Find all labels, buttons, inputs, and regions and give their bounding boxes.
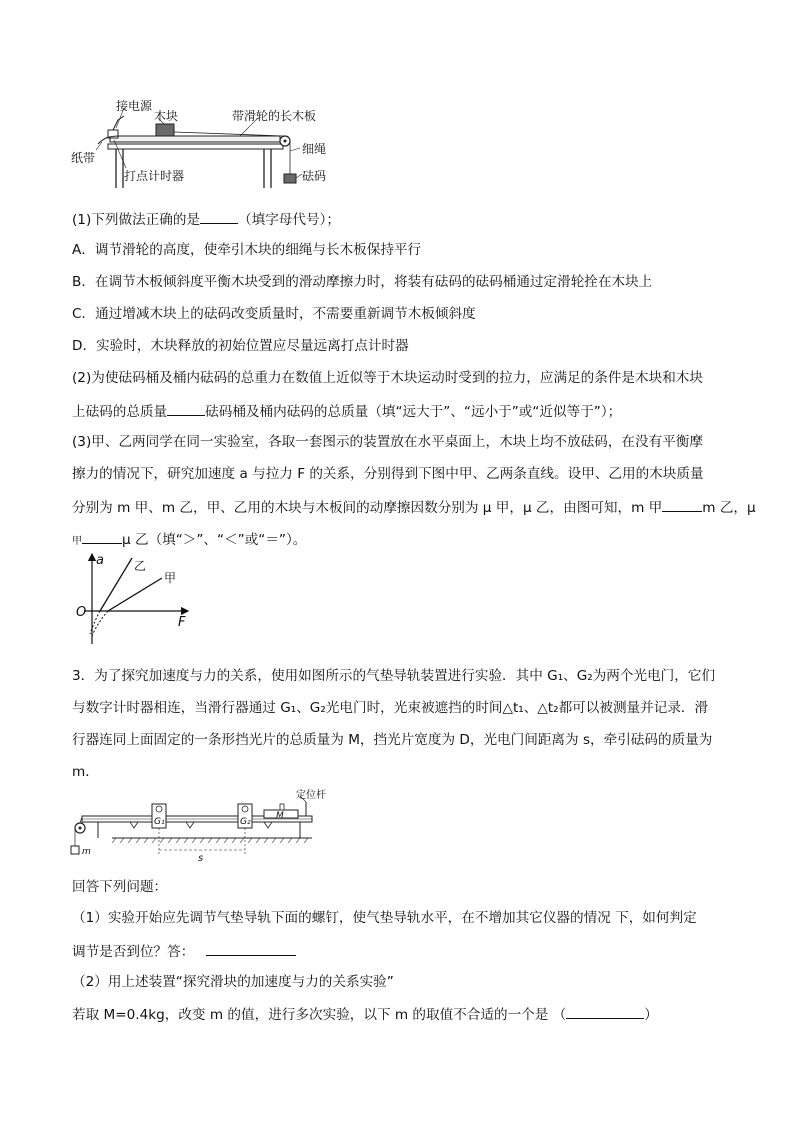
label-g2: G₂ [240,817,251,827]
question-3-line-4: 甲 μ 乙（填“＞”、“＜”或“＝”）。 [72,529,306,551]
origin-label: O [76,605,87,620]
question-2-line-1: (2)为使砝码桶及桶内砝码的总重力在数值上近似等于木块运动时受到的拉力，应满足的条件是木块和木块 [72,370,703,386]
answer-q1-line-2: 调节是否到位？答： [72,941,296,961]
answer-blank-5[interactable] [566,1004,644,1019]
label-tape: 纸带 [71,151,96,165]
question-3-line-2: 擦力的情况下，研究加速度 a 与拉力 F 的关系，分别得到下图中甲、乙两条直线。设甲、乙用的木块质量 [72,466,704,482]
answer-q2-line-2: 若取 M=0.4kg，改变 m 的值，进行多次实验，以下 m 的取值不合适的一个是 （ ） [72,1004,658,1024]
apparatus-figure [68,96,338,192]
line-yi-label: 乙 [134,559,147,573]
answer-blank-3a[interactable] [662,497,702,512]
label-board: 带滑轮的长木板 [232,109,317,123]
option-a: A．调节滑轮的高度，使牵引木块的细绳与长木板保持平行 [72,242,422,258]
a-f-graph [70,548,200,646]
option-b: B．在调节木板倾斜度平衡木块受到的滑动摩擦力时，将装有砝码的砝码桶通过定滑轮拴在木块上 [72,274,653,290]
answer-blank-2[interactable] [167,401,205,416]
air-track-figure [68,788,328,864]
line-yi [100,558,132,611]
axis-a-label: a [96,553,104,568]
label-slider-mass: M [276,811,284,821]
question-1: (1)下列做法正确的是 （填字母代号）； [72,209,340,229]
answer-q1-line-1: （1）实验开始应先调节气垫导轨下面的螺钉，使气垫导轨水平，在不增加其它仪器的情况 下，如何判定 [72,910,697,926]
option-c: C．通过增减木块上的砝码改变质量时，不需要重新调节木板倾斜度 [72,306,476,322]
axis-f-label: F [178,615,186,630]
option-d: D．实验时，木块释放的初始位置应尽量远离打点计时器 [72,338,409,354]
label-distance: s [198,853,204,864]
label-weight-mass: m [82,847,91,857]
label-rope: 细绳 [302,142,327,156]
problem-3-line-4: m． [72,764,99,780]
label-block: 木块 [154,109,179,123]
question-3-line-3: 分别为 m 甲、m 乙，甲、乙用的木块与木板间的动摩擦因数分别为 μ 甲，μ 乙，由图可知，m 甲 m 乙，μ [72,497,756,517]
label-weight: 砝码 [302,169,327,183]
label-power: 接电源 [116,99,153,113]
label-g1: G₁ [154,817,165,827]
answer-blank-1[interactable] [200,209,238,224]
problem-3-line-2: 与数字计时器相连，当滑行器通过 G₁、G₂光电门时，光束被遮挡的时间△t₁、△t₂都可以被测量并记录．滑 [72,700,709,716]
line-jia-label: 甲 [164,571,177,585]
answer-q2-line: （2）用上述装置“探究滑块的加速度与力的关系实验” [72,974,394,990]
line-jia [108,578,162,611]
answer-blank-4[interactable] [206,941,296,956]
problem-3-line-3: 行器连同上面固定的一条形挡光片的总质量为 M，挡光片宽度为 D，光电门间距离为 s，牵引砝码的质量为 [72,732,713,748]
label-rod: 定位杆 [296,790,326,801]
question-2-line-2: 上砝码的总质量 砝码桶及桶内砝码的总质量（填“远大于”、“远小于”或“近似等于”）； [72,401,621,421]
answer-intro: 回答下列问题： [72,879,168,895]
problem-3-line-1: 3．为了探究加速度与力的关系，使用如图所示的气垫导轨装置进行实验．其中 G₁、G₂为两个光电门，它们 [72,668,716,684]
question-3-line-1: (3)甲、乙两同学在同一实验室，各取一套图示的装置放在水平桌面上，木块上均不放砝码，在没有平衡摩 [72,434,703,450]
label-timer: 打点计时器 [124,169,185,183]
answer-blank-3b[interactable] [82,529,122,544]
